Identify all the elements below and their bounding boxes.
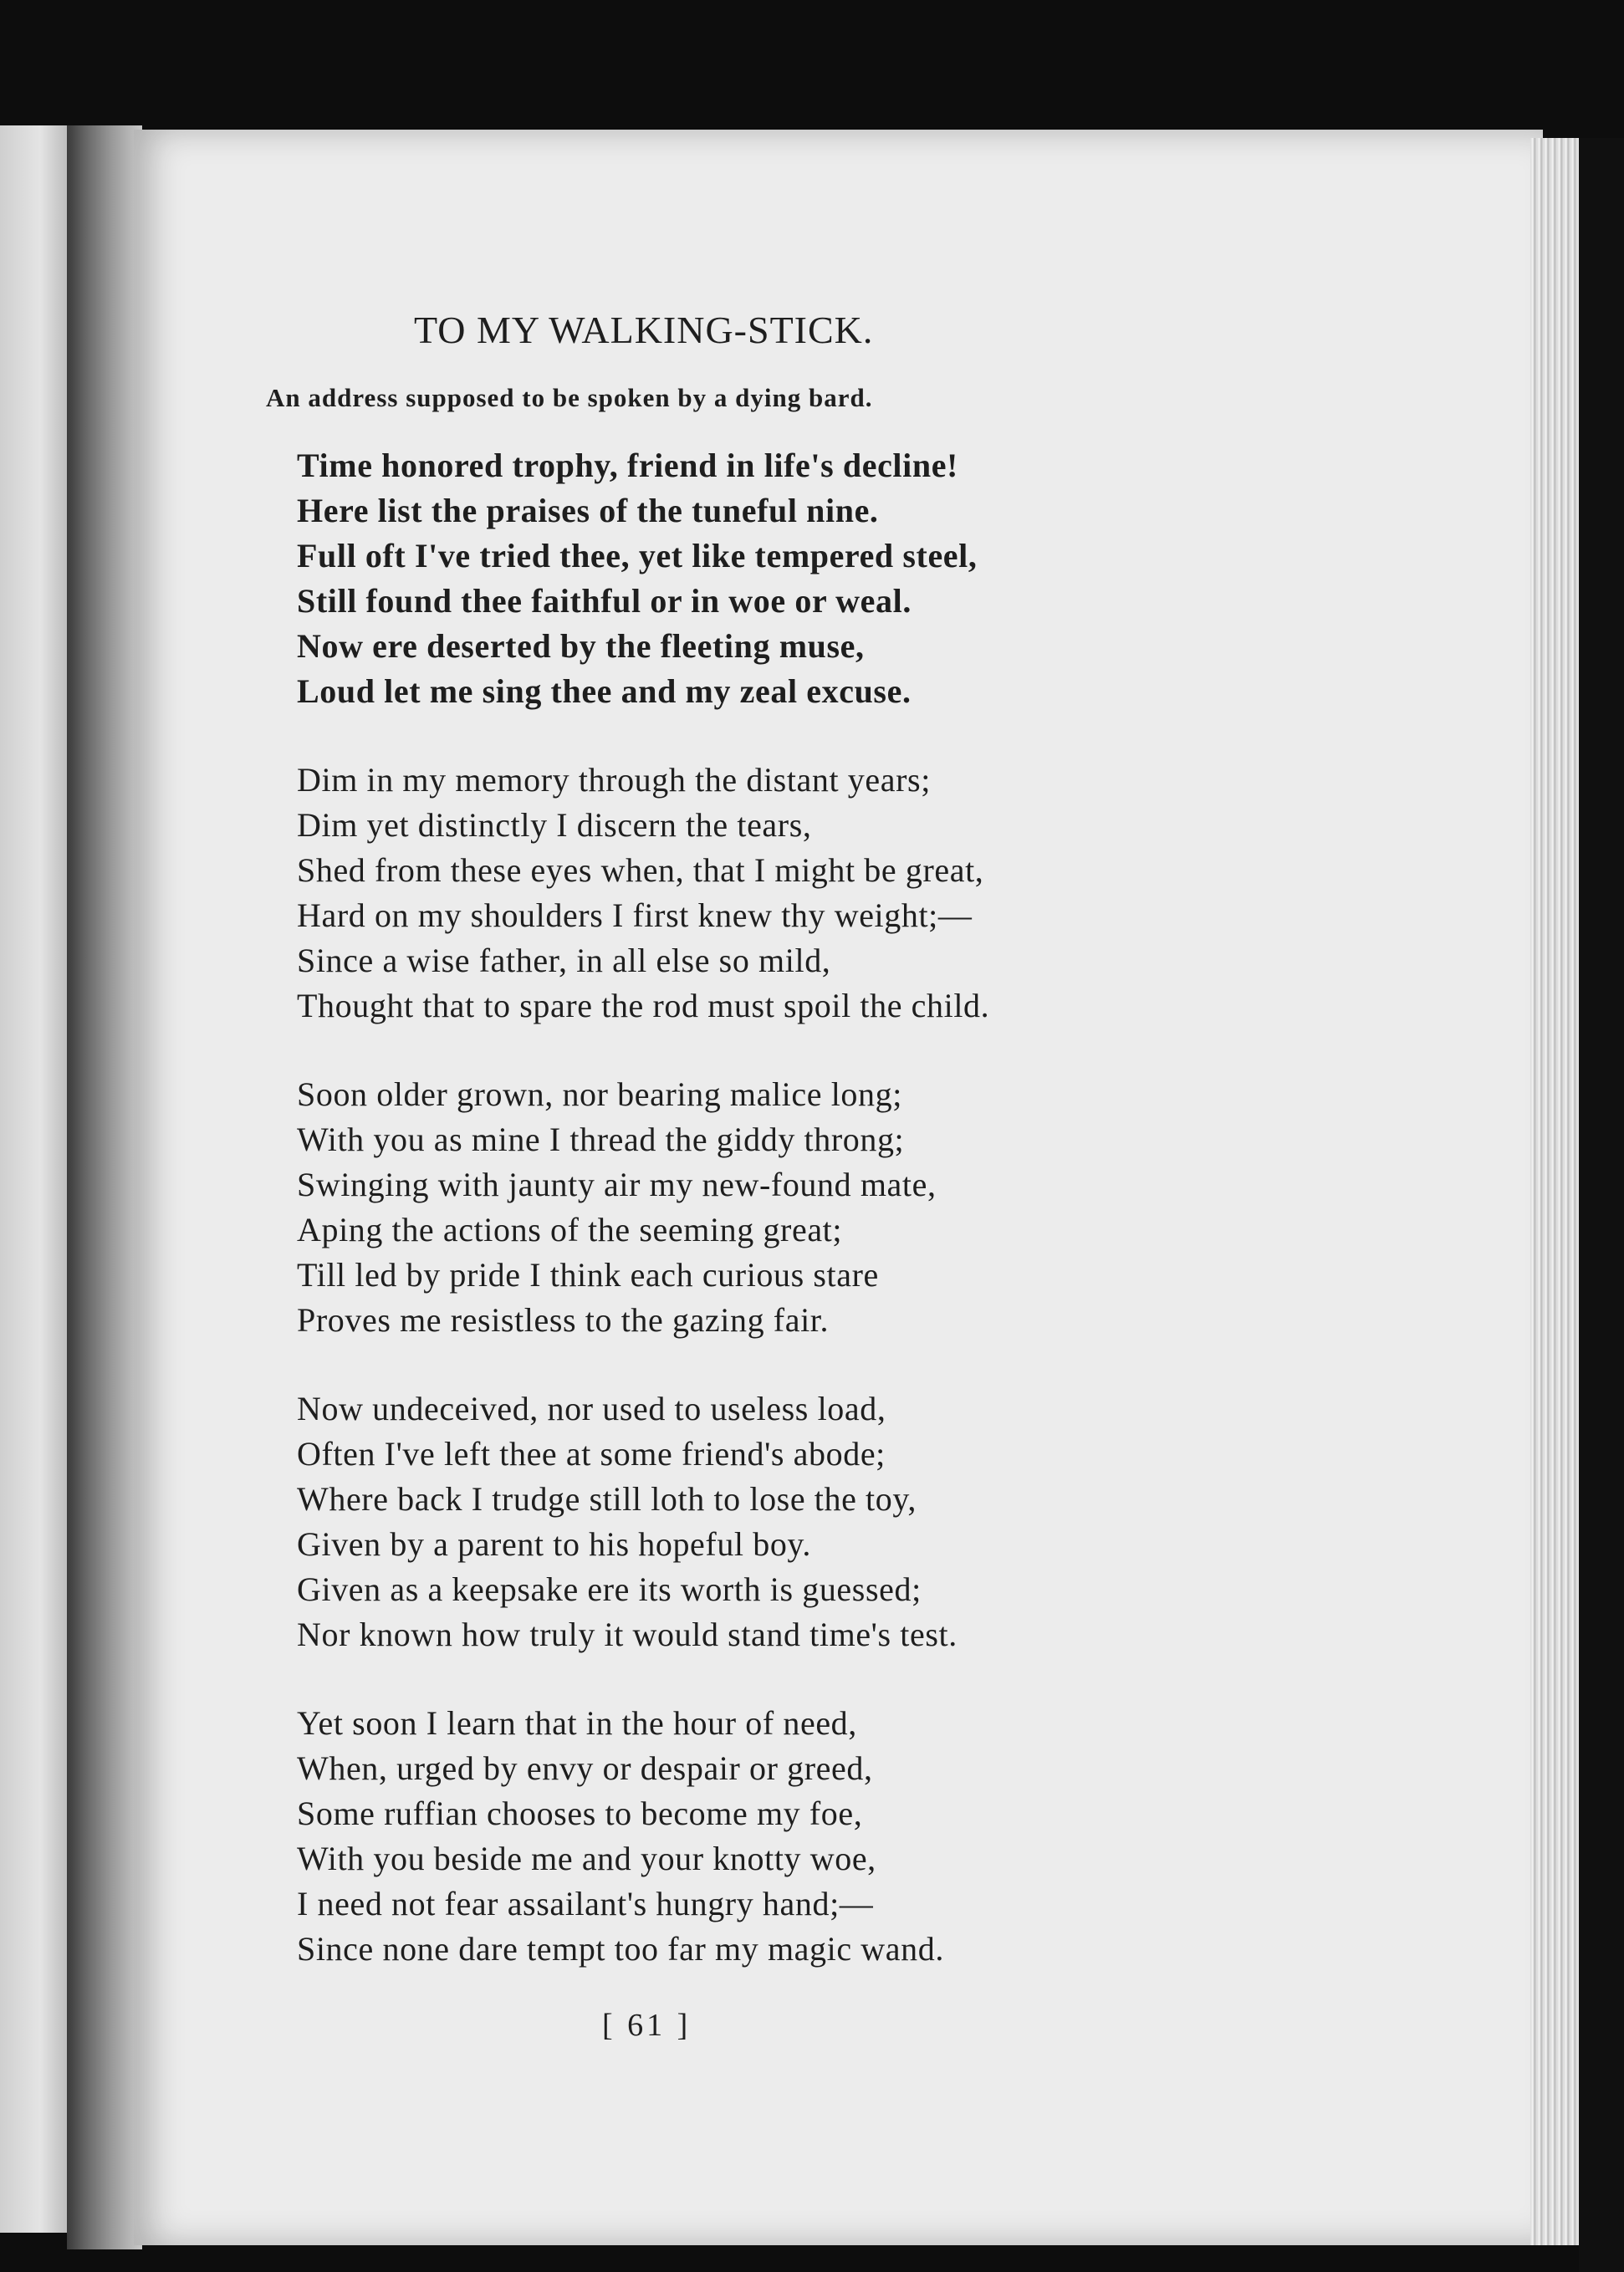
- poem-line: Shed from these eyes when, that I might be great,: [297, 851, 984, 889]
- poem-line: Aping the actions of the seeming great;: [297, 1211, 843, 1248]
- scan-background-edge: [1579, 138, 1624, 2272]
- page-stack-edge: [1530, 138, 1581, 2245]
- poem-line: Full oft I've tried thee, yet like tempered steel,: [297, 537, 978, 574]
- poem-line: Soon older grown, nor bearing malice long;: [297, 1075, 902, 1113]
- previous-page-edge: [0, 125, 67, 2233]
- poem-line: Dim yet distinctly I discern the tears,: [297, 806, 812, 844]
- stanza: [297, 1386, 1175, 1657]
- poem-line: Loud let me sing thee and my zeal excuse.: [297, 672, 912, 710]
- poem-line: Here list the praises of the tuneful nine.: [297, 492, 879, 529]
- stanza: [297, 443, 1175, 714]
- poem-line: Till led by pride I think each curious stare: [297, 1256, 879, 1294]
- poem-line: Since none dare tempt too far my magic wand.: [297, 1930, 944, 1968]
- poem-line: Given by a parent to his hopeful boy.: [297, 1525, 812, 1563]
- poem-title: TO MY WALKING-STICK.: [414, 309, 874, 351]
- poem-line: Dim in my memory through the distant years;: [297, 761, 931, 799]
- poem-line: Thought that to spare the rod must spoil the child.: [297, 987, 990, 1024]
- poem-body: [297, 443, 1175, 2015]
- poem-line: Still found thee faithful or in woe or weal.: [297, 582, 912, 620]
- poem-line: I need not fear assailant's hungry hand;—: [297, 1885, 874, 1922]
- stanza: [297, 1701, 1175, 1972]
- poem-line: Where back I trudge still loth to lose the toy,: [297, 1480, 917, 1518]
- poem-line: Given as a keepsake ere its worth is guessed;: [297, 1570, 922, 1608]
- poem-line: Now undeceived, nor used to useless load,: [297, 1390, 886, 1427]
- poem-subtitle: An address supposed to be spoken by a dying bard.: [266, 383, 873, 412]
- book-gutter: [67, 125, 142, 2249]
- poem-line: Time honored trophy, friend in life's decline!: [297, 447, 958, 484]
- poem-line: Often I've left thee at some friend's abode;: [297, 1435, 886, 1473]
- poem-line: Hard on my shoulders I first knew thy weight;—: [297, 896, 973, 934]
- poem-line: Swinging with jaunty air my new-found mate,: [297, 1166, 937, 1203]
- stanza: [297, 758, 1175, 1029]
- poem-line: Since a wise father, in all else so mild,: [297, 942, 831, 979]
- poem-line: Yet soon I learn that in the hour of need,: [297, 1704, 857, 1742]
- poem-line: Now ere deserted by the fleeting muse,: [297, 627, 865, 665]
- poem-line: Some ruffian chooses to become my foe,: [297, 1795, 863, 1832]
- poem-line: When, urged by envy or despair or greed,: [297, 1749, 873, 1787]
- poem-line: With you as mine I thread the giddy throng;: [297, 1121, 905, 1158]
- stanza: [297, 1072, 1175, 1343]
- poem-line: Nor known how truly it would stand time's test.: [297, 1616, 958, 1653]
- poem-line: Proves me resistless to the gazing fair.: [297, 1301, 830, 1339]
- page-number: [ 61 ]: [602, 2008, 692, 2043]
- poem-line: With you beside me and your knotty woe,: [297, 1840, 876, 1877]
